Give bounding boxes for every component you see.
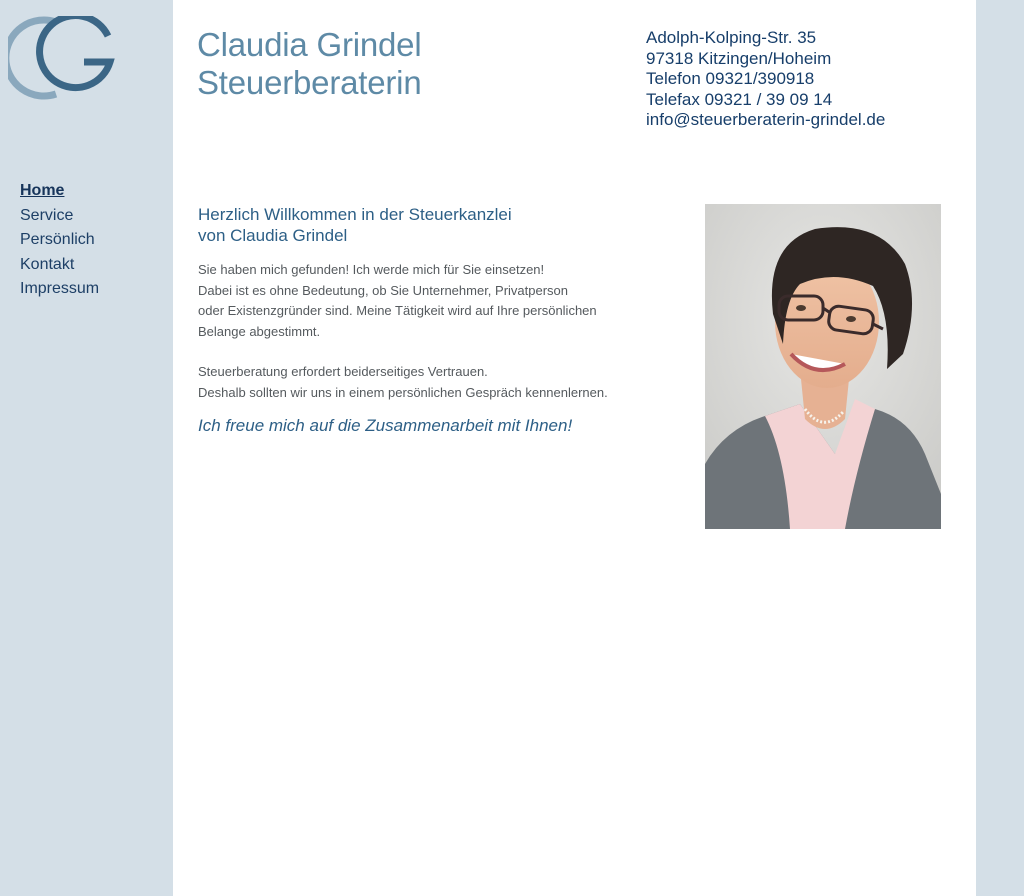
intro-paragraph (198, 260, 597, 342)
nav-item-home (20, 181, 99, 206)
trust-paragraph (198, 362, 608, 403)
nav-link-home[interactable]: Home (20, 182, 65, 199)
portrait-photo (705, 204, 941, 529)
main-content (173, 0, 976, 896)
contact-fax: Telefax 09321 / 39 09 14 (646, 89, 833, 109)
welcome-heading (198, 204, 512, 246)
nav-item-impressum (20, 279, 99, 304)
main-nav (20, 181, 99, 304)
contact-phone: Telefon 09321/390918 (646, 69, 815, 88)
brand-title: Steuerberaterin (197, 64, 422, 101)
intro-line: Belange abgestimmt. (198, 323, 321, 339)
contact-street: Adolph-Kolping-Str. 35 (646, 28, 817, 47)
nav-link-kontakt[interactable]: Kontakt (20, 255, 75, 273)
nav-item-service (20, 206, 99, 231)
logo-link[interactable] (8, 16, 116, 100)
intro-line: oder Existenzgründer sind. Meine Tätigkeit wird auf Ihre persönlichen (198, 303, 597, 318)
nav-link-impressum[interactable]: Impressum (20, 280, 100, 297)
nav-link-service[interactable]: Service (20, 206, 74, 224)
brand-block (197, 26, 421, 102)
welcome-line-1: Herzlich Willkommen in der Steuerkanzlei (198, 205, 512, 224)
contact-email[interactable]: info@steuerberaterin-grindel.de (646, 110, 886, 129)
nav-item-persoenlich (20, 230, 99, 255)
cg-logo-icon (8, 16, 116, 100)
intro-line: Dabei ist es ohne Bedeutung, ob Sie Unternehmer, Privatperson (198, 282, 569, 298)
brand-name: Claudia Grindel (197, 26, 422, 63)
welcome-line-2: von Claudia Grindel (198, 226, 348, 245)
contact-city: 97318 Kitzingen/Hoheim (646, 48, 832, 68)
nav-link-persoenlich[interactable]: Persönlich (20, 231, 95, 248)
contact-block (646, 28, 885, 131)
closing-line: Ich freue mich auf die Zusammenarbeit mit Ihnen! (198, 416, 573, 435)
nav-item-kontakt (20, 255, 99, 280)
intro-line: Sie haben mich gefunden! Ich werde mich für Sie einsetzen! (198, 262, 545, 277)
sidebar (0, 0, 173, 896)
portrait-image (705, 204, 941, 529)
trust-line: Deshalb sollten wir uns in einem persönlichen Gespräch kennenlernen. (198, 384, 608, 400)
trust-line: Steuerberatung erfordert beiderseitiges Vertrauen. (198, 364, 488, 379)
